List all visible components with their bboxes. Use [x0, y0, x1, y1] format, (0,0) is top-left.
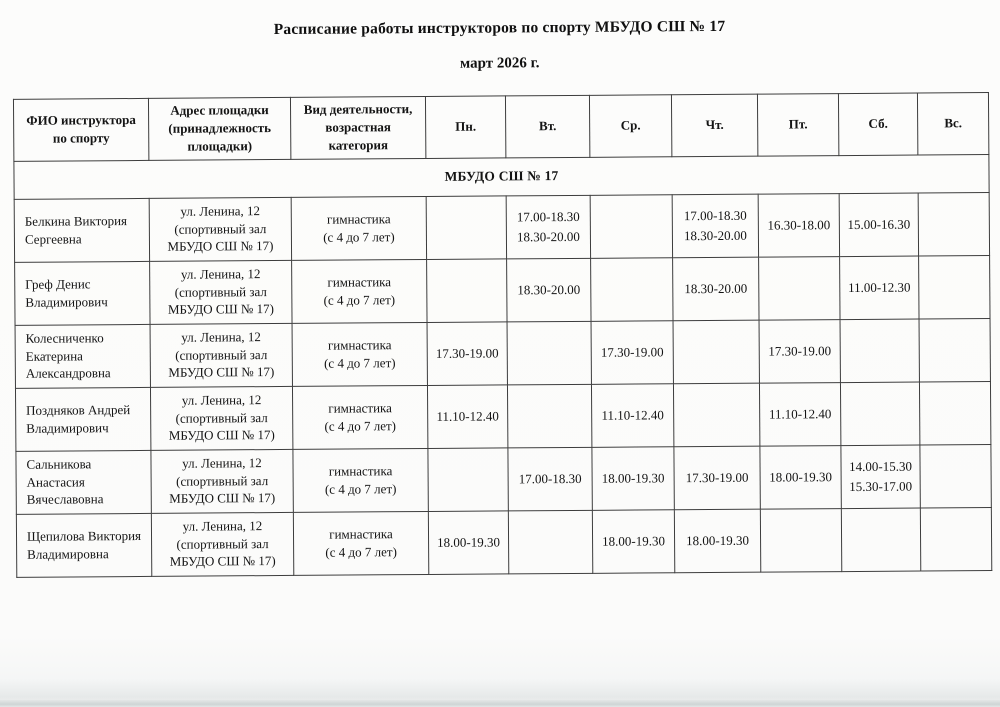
- venue-address: ул. Ленина, 12 (спортивный зал МБУДО СШ № 17): [151, 449, 293, 513]
- venue-address: ул. Ленина, 12 (спортивный зал МБУДО СШ № 17): [150, 260, 292, 324]
- col-header-monday: Пн.: [425, 96, 505, 158]
- col-header-wednesday: Ср.: [589, 95, 671, 157]
- schedule-cell: 11.00-12.30: [840, 256, 919, 320]
- schedule-cell: [840, 319, 919, 383]
- document-subtitle: март 2026 г.: [459, 55, 540, 72]
- col-header-sunday: Вс.: [917, 93, 988, 155]
- schedule-cell: 18.00-19.30: [428, 510, 508, 574]
- col-header-saturday: Сб.: [838, 93, 917, 155]
- venue-address: ул. Ленина, 12 (спортивный зал МБУДО СШ № 17): [149, 197, 291, 261]
- schedule-cell: [759, 256, 840, 320]
- schedule-cell: [919, 318, 990, 381]
- activity-type: гимнастика (с 4 до 7 лет): [293, 448, 428, 512]
- schedule-cell: [590, 194, 672, 258]
- table-row: [15, 318, 990, 388]
- col-header-tuesday: Вт.: [505, 95, 589, 157]
- venue-address: ул. Ленина, 12 (спортивный зал МБУДО СШ № 17): [151, 512, 293, 576]
- header-row: [13, 93, 988, 161]
- instructor-name: Поздняков Андрей Владимирович: [15, 387, 150, 451]
- schedule-cell: [919, 381, 990, 444]
- schedule-cell: 18.00-19.30: [760, 445, 841, 509]
- activity-type: гимнастика (с 4 до 7 лет): [292, 322, 427, 386]
- instructor-name: Белкина Виктория Сергеевна: [14, 198, 149, 262]
- scan-edge-artifact: [0, 700, 1000, 707]
- schedule-cell: [428, 447, 508, 511]
- schedule-cell: [673, 383, 759, 447]
- schedule-cell: [427, 258, 507, 322]
- schedule-cell: [508, 510, 592, 574]
- venue-address: ул. Ленина, 12 (спортивный зал МБУДО СШ № 17): [150, 323, 292, 387]
- col-header-friday: Пт.: [757, 94, 838, 156]
- document-title: Расписание работы инструкторов по спорту МБУДО СШ № 17: [273, 17, 726, 39]
- table-row: [14, 192, 989, 262]
- table-row: [16, 507, 991, 577]
- col-header-address: Адрес площадки (принадлежность площадки): [148, 97, 290, 160]
- schedule-cell: 18.30-20.00: [673, 257, 759, 321]
- activity-type: гимнастика (с 4 до 7 лет): [292, 385, 427, 449]
- schedule-cell: 17.30-19.00: [591, 320, 673, 384]
- schedule-cell: [426, 195, 506, 259]
- col-header-instructor: ФИО инструктора по спорту: [13, 98, 148, 161]
- instructor-name: Колесниченко Екатерина Александровна: [15, 324, 150, 388]
- schedule-cell: 11.10-12.40: [591, 383, 673, 447]
- schedule-cell: [919, 255, 990, 318]
- schedule-cell: [507, 321, 591, 385]
- schedule-cell: 18.00-19.30: [674, 509, 760, 573]
- instructor-name: Щепилова Виктория Владимировна: [16, 513, 151, 577]
- schedule-cell: 17.00-18.30 18.30-20.00: [672, 194, 758, 258]
- schedule-cell: 17.30-19.00: [427, 321, 507, 385]
- table-row: [15, 381, 990, 451]
- schedule-cell: 17.30-19.00: [759, 319, 840, 383]
- schedule-cell: 18.30-20.00: [507, 258, 591, 322]
- schedule-cell: [673, 320, 759, 384]
- schedule-cell: 17.00-18.30 18.30-20.00: [506, 195, 590, 259]
- instructor-name: Сальникова Анастасия Вячеславовна: [16, 450, 151, 514]
- schedule-cell: [841, 508, 920, 572]
- table-row: [16, 444, 991, 514]
- schedule-cell: 18.00-19.30: [592, 509, 674, 573]
- schedule-cell: 15.00-16.30: [839, 193, 918, 257]
- schedule-cell: [920, 507, 991, 570]
- schedule-cell: 14.00-15.30 15.30-17.00: [841, 445, 920, 509]
- schedule-table: [13, 92, 992, 577]
- schedule-cell: [840, 382, 919, 446]
- schedule-cell: 17.30-19.00: [674, 446, 760, 510]
- venue-address: ул. Ленина, 12 (спортивный зал МБУДО СШ № 17): [150, 386, 292, 450]
- schedule-cell: [920, 444, 991, 507]
- col-header-thursday: Чт.: [671, 94, 757, 156]
- schedule-cell: 18.00-19.30: [592, 446, 674, 510]
- activity-type: гимнастика (с 4 до 7 лет): [293, 511, 428, 575]
- schedule-cell: 11.10-12.40: [427, 384, 507, 448]
- schedule-cell: [507, 384, 591, 448]
- schedule-cell: [591, 257, 673, 321]
- instructor-name: Греф Денис Владимирович: [15, 261, 150, 325]
- schedule-cell: [918, 192, 989, 255]
- col-header-activity: Вид деятельности, возрастная категория: [290, 96, 425, 159]
- group-label: МБУДО СШ № 17: [14, 154, 989, 199]
- schedule-cell: 17.00-18.30: [508, 447, 592, 511]
- schedule-cell: 11.10-12.40: [759, 382, 840, 446]
- activity-type: гимнастика (с 4 до 7 лет): [291, 196, 426, 260]
- activity-type: гимнастика (с 4 до 7 лет): [292, 259, 427, 323]
- schedule-cell: [760, 508, 841, 572]
- schedule-cell: 16.30-18.00: [758, 193, 839, 257]
- table-row: [15, 255, 990, 325]
